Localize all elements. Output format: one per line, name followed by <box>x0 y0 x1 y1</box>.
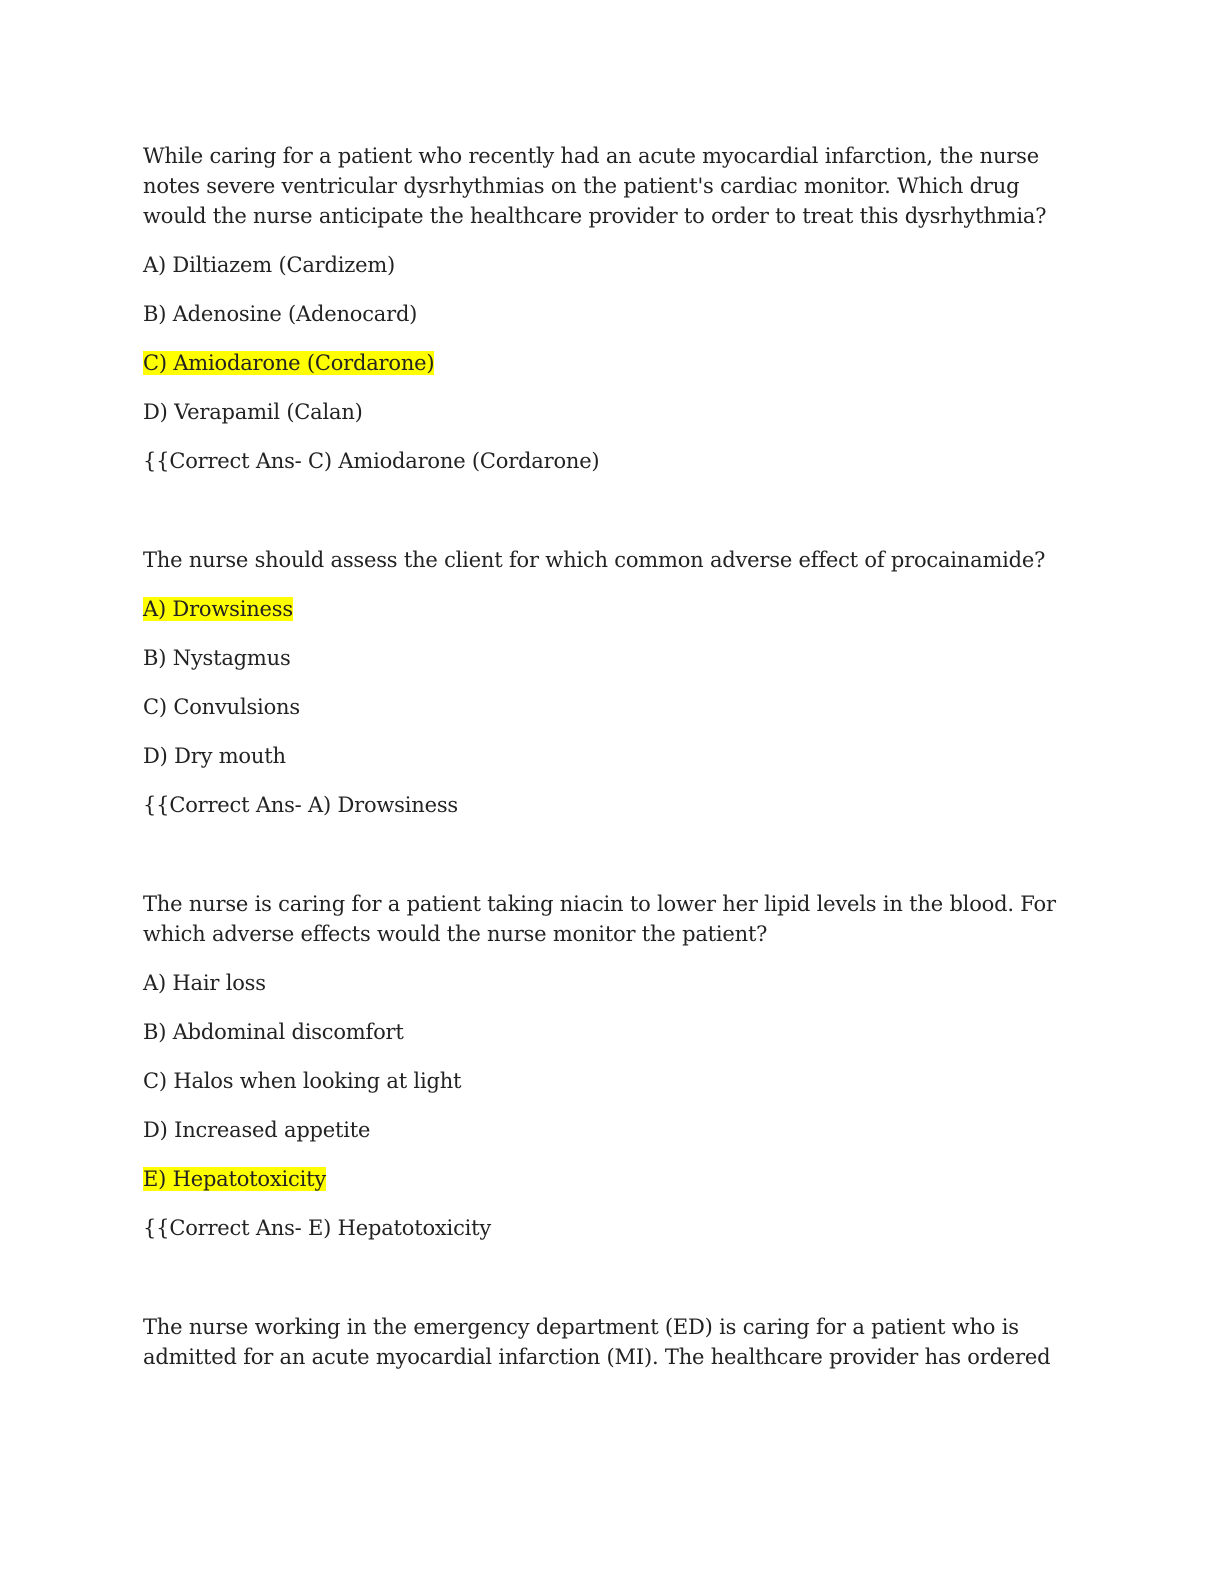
question-2 <box>143 545 1083 820</box>
answer-option <box>143 397 1083 427</box>
answer-option <box>143 1115 1083 1145</box>
option-text: A) Hair loss <box>143 971 266 995</box>
highlighted-option-text: C) Amiodarone (Cordarone) <box>143 351 435 375</box>
answer-option <box>143 1066 1083 1096</box>
question-text: The nurse working in the emergency department (ED) is caring for a patient who is admitted for an acute myocardial infarction (MI). The healthcare provider has ordered <box>143 1315 1051 1369</box>
answer-option <box>143 741 1083 771</box>
question-spacer <box>143 820 1083 889</box>
option-text: D) Dry mouth <box>143 744 286 768</box>
question-1 <box>143 141 1083 476</box>
answer-option <box>143 1017 1083 1047</box>
question-text: The nurse is caring for a patient taking niacin to lower her lipid levels in the blood. For which adverse effects would the nurse monitor the patient? <box>143 892 1056 946</box>
option-text: C) Halos when looking at light <box>143 1069 462 1093</box>
highlighted-option-text: A) Drowsiness <box>143 597 293 621</box>
option-text: B) Adenosine (Adenocard) <box>143 302 418 326</box>
document-page <box>143 141 1083 1391</box>
option-text: A) Diltiazem (Cardizem) <box>143 253 396 277</box>
correct-answer: {{Correct Ans- C) Amiodarone (Cordarone) <box>143 449 600 473</box>
question-spacer <box>143 1243 1083 1312</box>
option-text: B) Nystagmus <box>143 646 291 670</box>
answer-option-highlighted <box>143 1164 1083 1194</box>
question-4 <box>143 1312 1083 1372</box>
option-text: B) Abdominal discomfort <box>143 1020 404 1044</box>
option-text: C) Convulsions <box>143 695 300 719</box>
question-text: The nurse should assess the client for which common adverse effect of procainamide? <box>143 548 1046 572</box>
answer-option <box>143 250 1083 280</box>
answer-option-highlighted <box>143 348 1083 378</box>
answer-option <box>143 643 1083 673</box>
highlighted-option-text: E) Hepatotoxicity <box>143 1167 327 1191</box>
question-text: While caring for a patient who recently had an acute myocardial infarction, the nurse notes severe ventricular dysrhythmias on the patient's cardiac monitor. Which drug would the nurse anticipate the healthcare provider to order to treat this dysrhythmia? <box>143 144 1047 228</box>
option-text: D) Increased appetite <box>143 1118 371 1142</box>
answer-option <box>143 968 1083 998</box>
option-text: D) Verapamil (Calan) <box>143 400 363 424</box>
correct-answer: {{Correct Ans- A) Drowsiness <box>143 793 458 817</box>
answer-option-highlighted <box>143 594 1083 624</box>
answer-option <box>143 299 1083 329</box>
question-spacer <box>143 476 1083 545</box>
correct-answer: {{Correct Ans- E) Hepatotoxicity <box>143 1216 492 1240</box>
answer-option <box>143 692 1083 722</box>
question-3 <box>143 889 1083 1243</box>
